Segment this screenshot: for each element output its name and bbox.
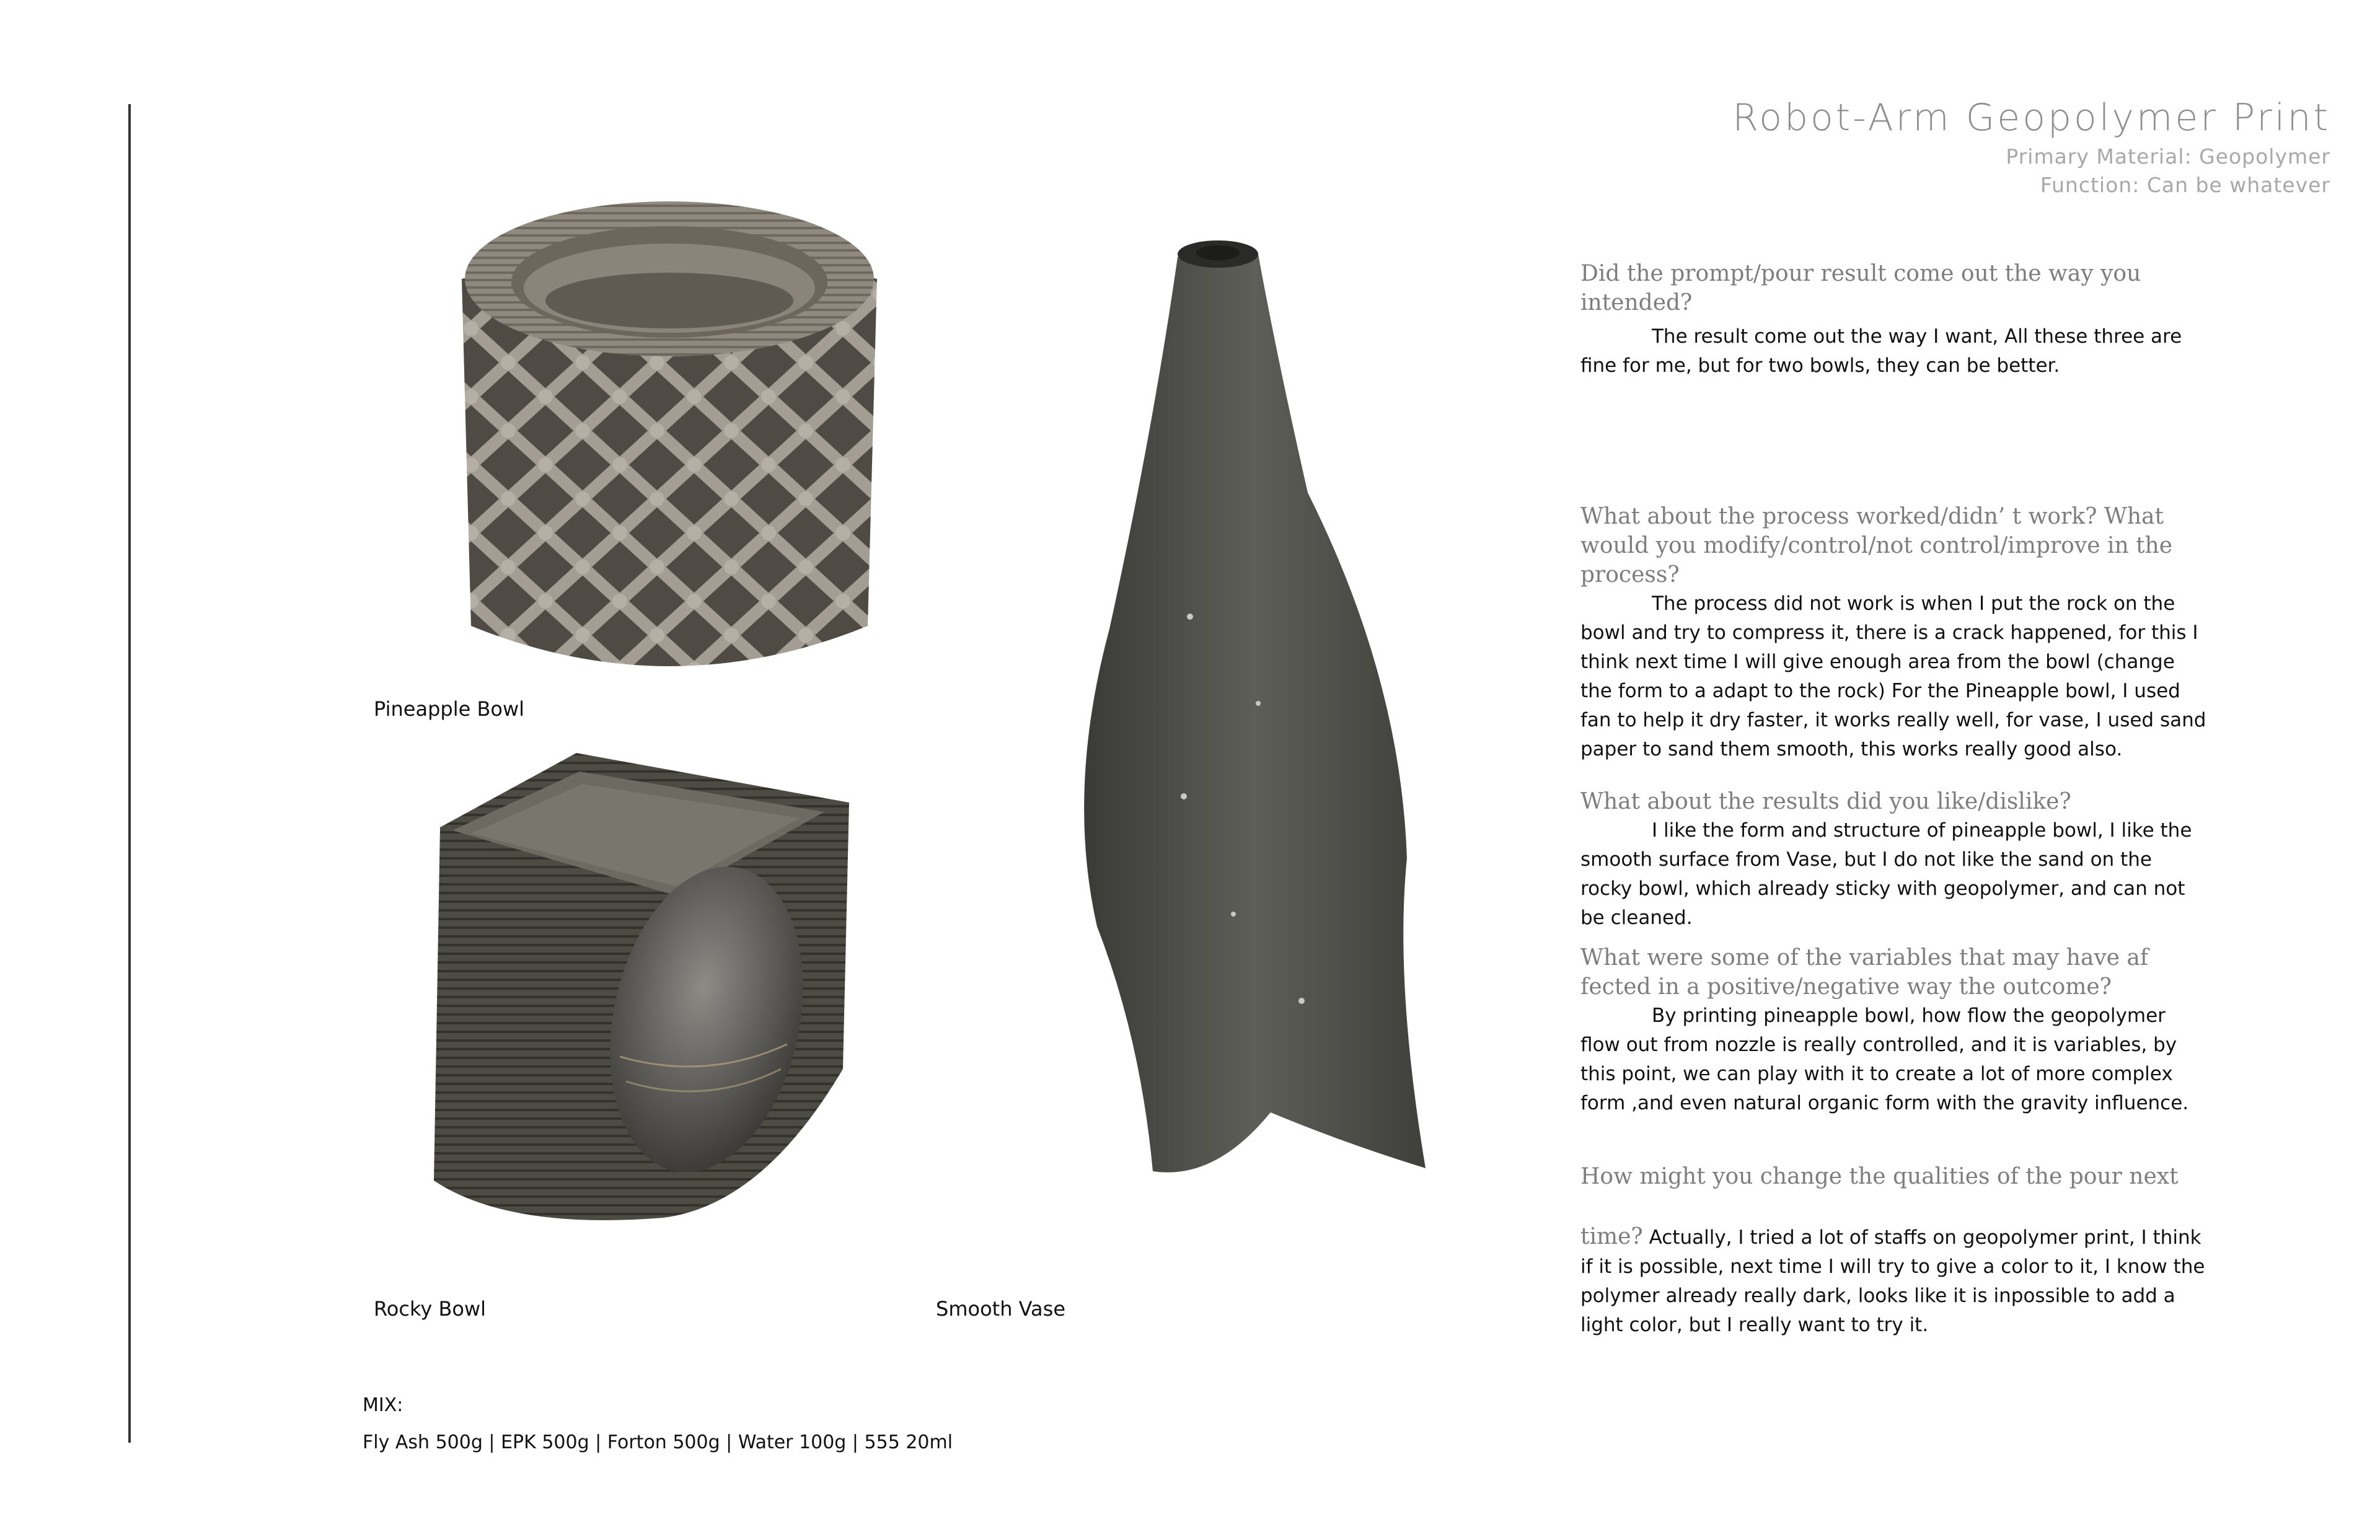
qa-block-1 <box>1580 259 2206 381</box>
vertical-divider <box>128 104 131 1443</box>
qa-block-2 <box>1580 502 2206 764</box>
header <box>1732 93 2330 200</box>
question-1: Did the prompt/pour result come out the way you intended? <box>1580 261 2141 315</box>
page-title: Robot-Arm Geopolymer Print <box>1732 96 2330 139</box>
question-5-continuation: time? <box>1580 1224 1643 1249</box>
mix-section <box>363 1387 953 1461</box>
material-line: Primary Material: Geopolymer <box>2006 144 2330 169</box>
mix-recipe: Fly Ash 500g | EPK 500g | Forton 500g | Water 100g | 555 20ml <box>363 1432 953 1453</box>
qa-block-3 <box>1580 787 2206 933</box>
answer-4: By printing pineapple bowl, how flow the geopolymer flow out from nozzle is really controlled, and it is variables, by this point, we can play with it to create a lot of more complex form ,and even natural organic form with the gravity influence. <box>1580 1005 2189 1114</box>
rocky-bowl-caption: Rocky Bowl <box>374 1297 487 1321</box>
question-4: What were some of the variables that may have af fected in a positive/negative way the outcome? <box>1580 945 2149 1000</box>
question-2: What about the process worked/didn’ t work? What would you modify/control/not control/improve in the process? <box>1580 504 2173 587</box>
answer-5 <box>1580 1222 2206 1340</box>
answer-3: I like the form and structure of pineapple bowl, I like the smooth surface from Vase, but I do not like the sand on the rocky bowl, which already sticky with geopolymer, and can not be cleaned. <box>1580 819 2192 929</box>
mix-label: MIX: <box>363 1394 403 1416</box>
answer-2: The process did not work is when I put the rock on the bowl and try to compress it, there is a crack happened, for this I think next time I will give enough area from the bowl (change the form to a adapt to the rock) For the Pineapple bowl, I used fan to help it dry faster, it works really well, for vase, I used sand paper to sand them smooth, this works really good also. <box>1580 592 2206 760</box>
answer-1: The result come out the way I want, All these three are fine for me, but for two bowls, they can be better. <box>1580 325 2182 377</box>
qa-block-4 <box>1580 943 2206 1118</box>
smooth-vase-caption: Smooth Vase <box>936 1297 1066 1321</box>
answer-5-text: Actually, I tried a lot of staffs on geopolymer print, I think if it is possible, next time I will try to give a color to it, I know the polymer already really dark, looks like it is inpossible to add a light color, but I really want to try it. <box>1580 1226 2205 1336</box>
question-3: What about the results did you like/dislike? <box>1580 789 2071 814</box>
smooth-vase-photo <box>1072 232 1432 1187</box>
qa-block-5 <box>1580 1162 2206 1340</box>
question-5: How might you change the qualities of the pour next <box>1580 1164 2179 1189</box>
function-line: Function: Can be whatever <box>2040 173 2330 197</box>
rocky-bowl-photo <box>415 747 862 1230</box>
pineapple-bowl-photo <box>434 192 905 706</box>
pineapple-bowl-caption: Pineapple Bowl <box>374 697 525 721</box>
